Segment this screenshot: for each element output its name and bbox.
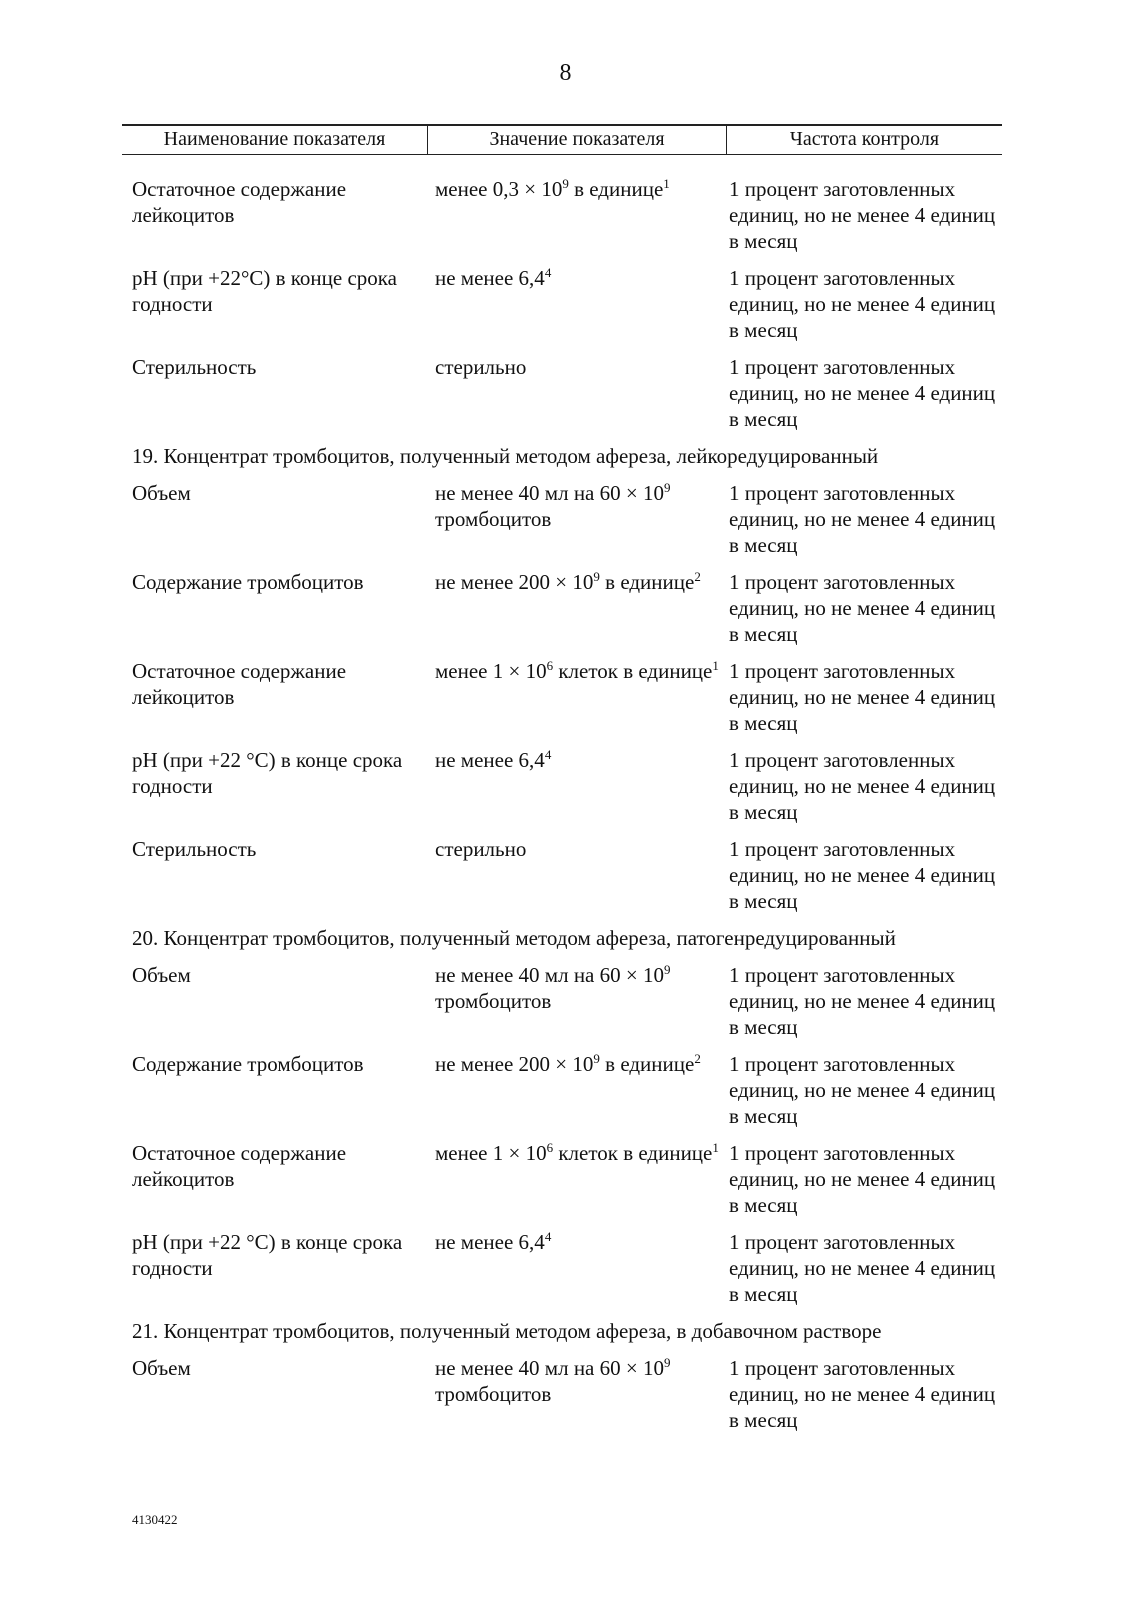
header-control-frequency: Частота контроля	[789, 128, 940, 150]
indicator-value: стерильно	[435, 355, 527, 379]
indicator-value: не менее $200 \times 10^9$ в единице$^2$	[435, 569, 701, 594]
table-row	[132, 1229, 1002, 1307]
control-frequency: 1 процент заготовленных единиц, но не менее 4 единиц в месяц	[729, 837, 996, 913]
control-frequency: 1 процент заготовленных единиц, но не менее 4 единиц в месяц	[729, 748, 996, 824]
indicator-name: Стерильность	[132, 355, 257, 379]
control-frequency: 1 процент заготовленных единиц, но не менее 4 единиц в месяц	[729, 1141, 996, 1217]
section-heading: 21. Концентрат тромбоцитов, полученный методом афереза, в добавочном растворе	[132, 1319, 882, 1343]
indicator-name: Объем	[132, 481, 191, 505]
table-row	[132, 658, 1002, 736]
table-row	[132, 836, 1002, 914]
table-row	[132, 265, 1002, 343]
indicator-name: Содержание тромбоцитов	[132, 1052, 364, 1076]
section-heading: 19. Концентрат тромбоцитов, полученный методом афереза, лейкоредуцированный	[132, 444, 879, 468]
indicator-value: не менее 40 мл на $60 \times 10^9$ тромбоцитов	[435, 962, 671, 1013]
control-frequency: 1 процент заготовленных единиц, но не менее 4 единиц в месяц	[729, 1356, 996, 1432]
table-row	[132, 176, 1002, 254]
header-indicator-value: Значение показателя	[428, 126, 727, 154]
indicator-name: pH (при +22 °C) в конце срока годности	[132, 748, 403, 798]
indicator-name: Объем	[132, 1356, 191, 1380]
control-frequency: 1 процент заготовленных единиц, но не менее 4 единиц в месяц	[729, 570, 996, 646]
table-row	[132, 354, 1002, 432]
indicator-name: Содержание тромбоцитов	[132, 570, 364, 594]
table-header	[122, 124, 1002, 155]
indicator-value: не менее $6,4^4$	[435, 747, 552, 772]
indicator-name: Остаточное содержание лейкоцитов	[132, 659, 347, 709]
table-row	[132, 1051, 1002, 1129]
indicator-value: не менее $200 \times 10^9$ в единице$^2$	[435, 1051, 701, 1076]
control-frequency: 1 процент заготовленных единиц, но не менее 4 единиц в месяц	[729, 266, 996, 342]
control-frequency: 1 процент заготовленных единиц, но не менее 4 единиц в месяц	[729, 1052, 996, 1128]
indicator-name: Остаточное содержание лейкоцитов	[132, 1141, 347, 1191]
indicator-value: стерильно	[435, 837, 527, 861]
table-row	[132, 480, 1002, 558]
indicator-value: не менее $6,4^4$	[435, 265, 552, 290]
control-frequency: 1 процент заготовленных единиц, но не менее 4 единиц в месяц	[729, 963, 996, 1039]
table-row	[132, 747, 1002, 825]
table-row	[132, 962, 1002, 1040]
indicator-value: менее $0,3 \times 10^9$ в единице$^1$	[435, 176, 670, 201]
indicator-name: Стерильность	[132, 837, 257, 861]
indicator-value: не менее 40 мл на $60 \times 10^9$ тромбоцитов	[435, 480, 671, 531]
indicator-name: Остаточное содержание лейкоцитов	[132, 177, 347, 227]
control-frequency: 1 процент заготовленных единиц, но не менее 4 единиц в месяц	[729, 355, 996, 431]
table-row	[132, 1140, 1002, 1218]
indicator-value: не менее $6,4^4$	[435, 1229, 552, 1254]
header-indicator-name: Наименование показателя	[122, 126, 428, 154]
document-code: 4130422	[132, 1512, 178, 1527]
control-frequency: 1 процент заготовленных единиц, но не менее 4 единиц в месяц	[729, 1230, 996, 1306]
control-frequency: 1 процент заготовленных единиц, но не менее 4 единиц в месяц	[729, 659, 996, 735]
table-row	[132, 1355, 1002, 1433]
indicator-name: pH (при +22 °C) в конце срока годности	[132, 1230, 403, 1280]
control-frequency: 1 процент заготовленных единиц, но не менее 4 единиц в месяц	[729, 481, 996, 557]
table-row	[132, 569, 1002, 647]
table-body	[132, 176, 1002, 1444]
indicator-value: менее $1 \times 10^6$ клеток в единице$^1$	[435, 658, 719, 683]
control-frequency: 1 процент заготовленных единиц, но не менее 4 единиц в месяц	[729, 177, 996, 253]
indicator-name: pH (при +22°C) в конце срока годности	[132, 266, 398, 316]
indicator-name: Объем	[132, 963, 191, 987]
indicator-value: не менее 40 мл на $60 \times 10^9$ тромбоцитов	[435, 1355, 671, 1406]
section-heading: 20. Концентрат тромбоцитов, полученный методом афереза, патогенредуцированный	[132, 926, 896, 950]
page-number: 8	[559, 60, 572, 86]
indicator-value: менее $1 \times 10^6$ клеток в единице$^1$	[435, 1140, 719, 1165]
